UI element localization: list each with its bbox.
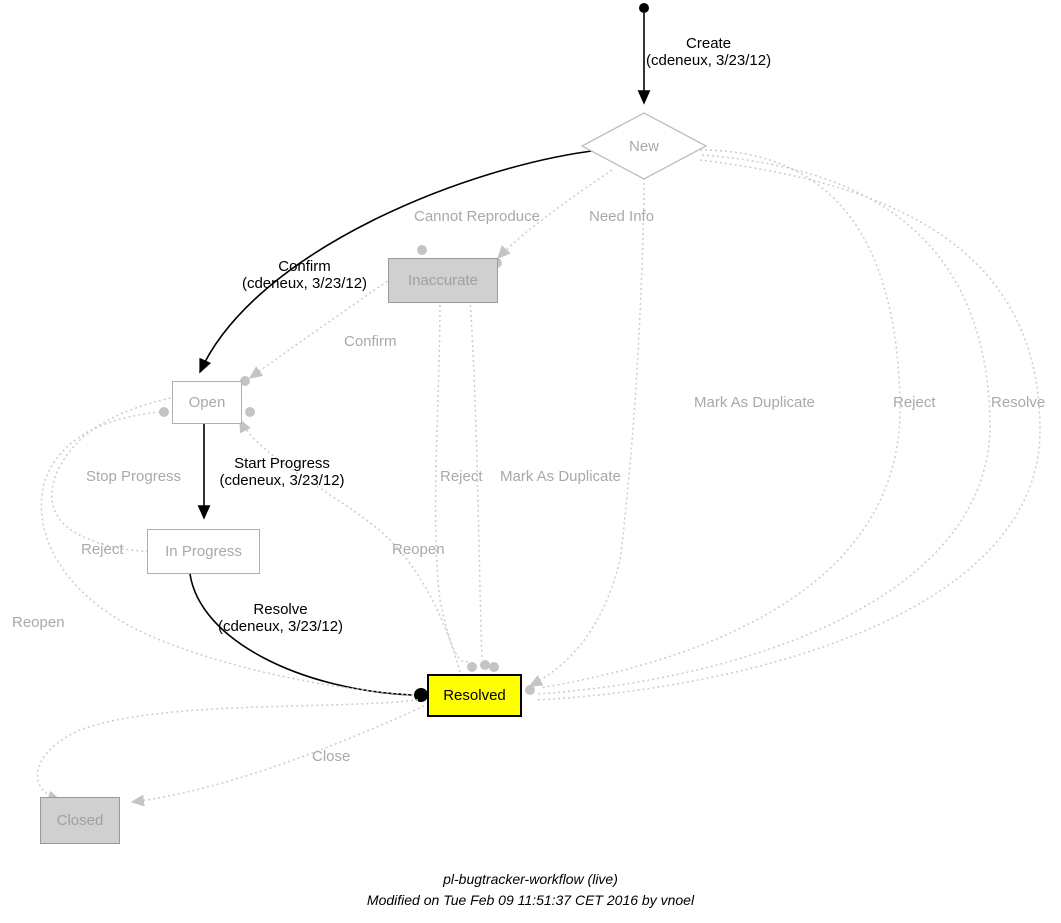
label-mark-as-duplicate-mid: Mark As Duplicate	[500, 468, 621, 485]
label-resolve-detail: (cdeneux, 3/23/12)	[217, 618, 344, 635]
label-start-progress-detail: (cdeneux, 3/23/12)	[219, 472, 345, 489]
label-start-progress	[206, 455, 358, 489]
label-resolve-title: Resolve	[253, 601, 308, 618]
edge-resolve-right	[536, 160, 1040, 700]
label-mark-as-duplicate-right: Mark As Duplicate	[694, 394, 815, 411]
edge-reopen-left	[37, 700, 418, 800]
node-open[interactable]: Open	[172, 381, 242, 424]
label-resolve	[203, 601, 358, 635]
label-reopen-left: Reopen	[12, 614, 65, 631]
label-confirm-title: Confirm	[278, 258, 331, 275]
edge-need-info	[530, 178, 644, 686]
label-create-title: Create	[686, 35, 732, 52]
label-reject-left: Reject	[81, 541, 124, 558]
edge-close	[132, 706, 424, 802]
label-need-info: Need Info	[589, 208, 655, 225]
label-confirm	[227, 258, 382, 292]
node-closed[interactable]: Closed	[40, 797, 120, 844]
label-create-detail: (cdeneux, 3/23/12)	[646, 52, 772, 69]
label-reject-right: Reject	[893, 394, 936, 411]
diagram-title: pl-bugtracker-workflow (live)	[443, 871, 618, 887]
diagram-subtitle: Modified on Tue Feb 09 11:51:37 CET 2016 by vnoel	[366, 892, 695, 908]
label-cannot-reproduce: Cannot Reproduce	[414, 208, 540, 225]
label-start-progress-title: Start Progress	[234, 455, 330, 472]
start-node	[639, 3, 649, 13]
node-in-progress[interactable]: In Progress	[147, 529, 260, 574]
node-new-label[interactable]: New	[628, 137, 659, 155]
label-reopen-mid: Reopen	[392, 541, 445, 558]
label-reject-mid: Reject	[440, 468, 483, 485]
label-confirm-inaccurate: Confirm	[344, 333, 397, 350]
label-close: Close	[312, 748, 351, 765]
edge-mark-as-duplicate-right	[540, 150, 900, 688]
node-inaccurate[interactable]: Inaccurate	[388, 258, 498, 303]
label-stop-progress: Stop Progress	[86, 468, 182, 485]
label-create	[646, 35, 771, 69]
label-confirm-detail: (cdeneux, 3/23/12)	[241, 275, 368, 292]
node-resolved[interactable]: Resolved	[427, 674, 522, 717]
edge-reject-right	[538, 155, 990, 694]
label-resolve-right: Resolve	[991, 394, 1046, 411]
